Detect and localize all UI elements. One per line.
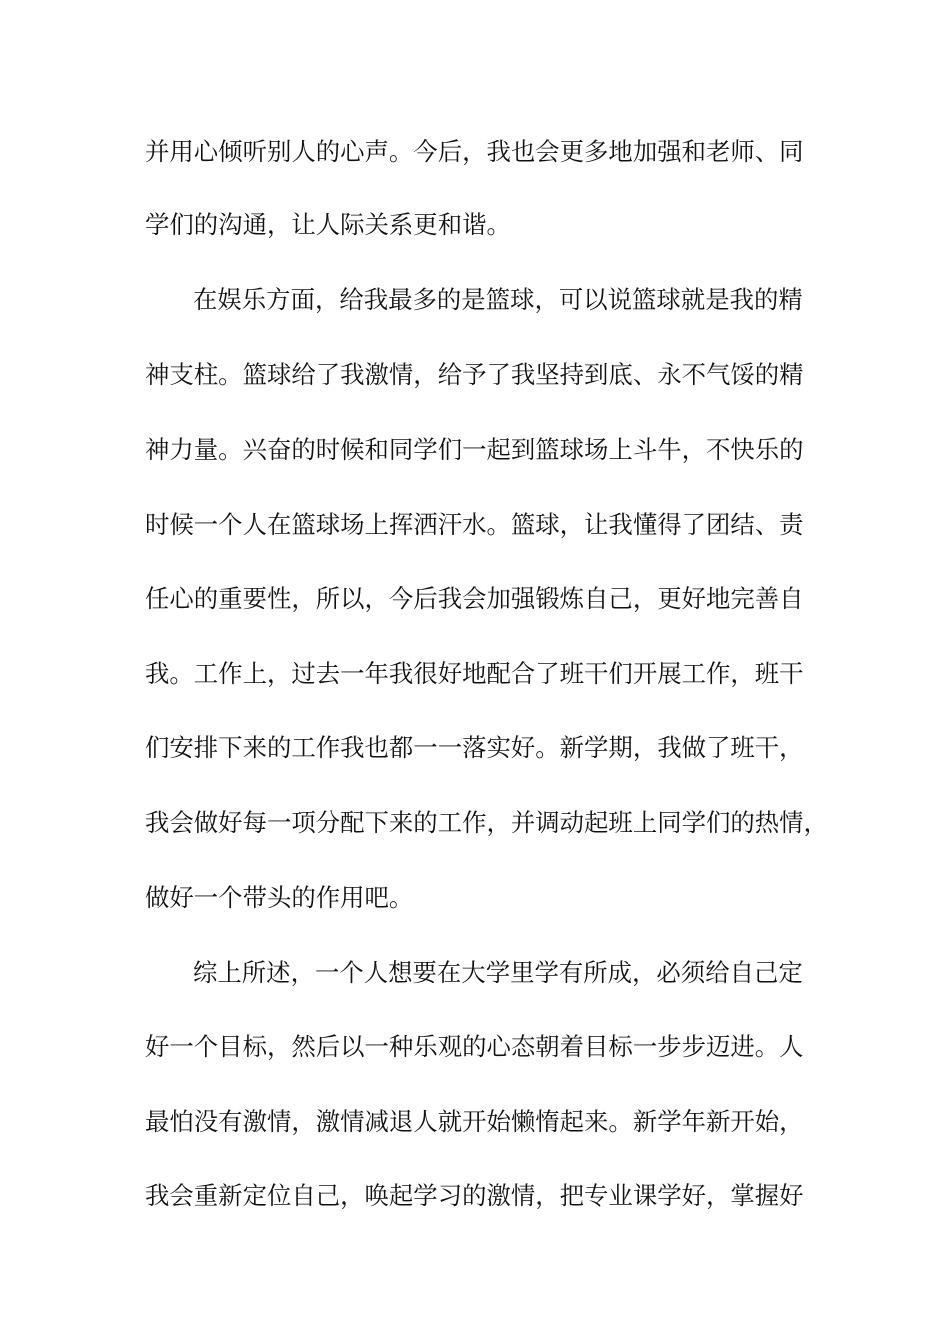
paragraph-first-line: 综上所述，一个人想要在大学里学有所成，必须给自己定 xyxy=(193,958,803,987)
paragraph-first-line: 在娱乐方面，给我最多的是篮球，可以说篮球就是我的精 xyxy=(193,285,803,314)
text-line: 我。工作上，过去一年我很好地配合了班干们开展工作，班干 xyxy=(145,659,804,688)
text-line: 时候一个人在篮球场上挥洒汗水。篮球，让我懂得了团结、责 xyxy=(145,510,804,539)
text-line: 好一个目标，然后以一种乐观的心态朝着目标一步步迈进。人 xyxy=(145,1032,804,1061)
text-line: 并用心倾听别人的心声。今后，我也会更多地加强和老师、同 xyxy=(145,137,804,166)
text-line: 学们的沟通，让人际关系更和谐。 xyxy=(145,210,511,239)
text-line: 任心的重要性，所以，今后我会加强锻炼自己，更好地完善自 xyxy=(145,584,804,613)
text-line: 神支柱。篮球给了我激情，给予了我坚持到底、永不气馁的精 xyxy=(145,360,804,389)
text-line: 做好一个带头的作用吧。 xyxy=(145,883,414,912)
text-line: 我会重新定位自己，唤起学习的激情，把专业课学好，掌握好 xyxy=(145,1181,804,1210)
text-line: 们安排下来的工作我也都一一落实好。新学期，我做了班干， xyxy=(145,733,804,762)
text-line: 最怕没有激情，激情减退人就开始懒惰起来。新学年新开始， xyxy=(145,1107,804,1136)
text-line: 神力量。兴奋的时候和同学们一起到篮球场上斗牛，不快乐的 xyxy=(145,435,804,464)
text-line: 我会做好每一项分配下来的工作，并调动起班上同学们的热情， xyxy=(145,808,828,837)
